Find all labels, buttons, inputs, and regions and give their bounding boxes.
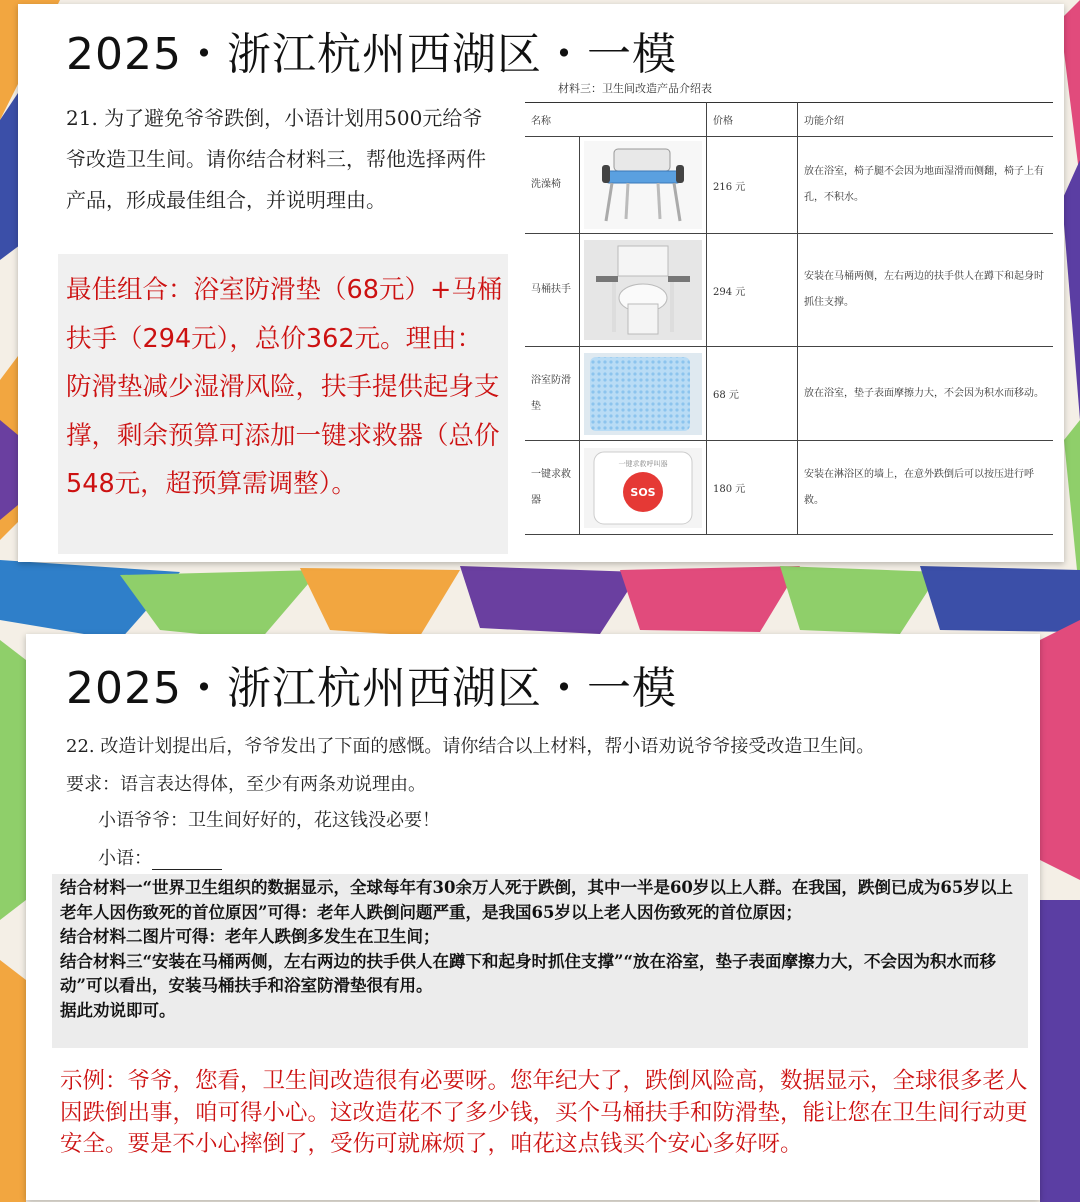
example-answer: 示例：爷爷，您看，卫生间改造很有必要呀。您年纪大了，跌倒风险高，数据显示，全球很多老人因跌倒出事，咱可得小心。这改造花不了多少钱，买个马桶扶手和防滑垫，能让您在卫生间行动更安全。要是不小心摔倒了，受伤可就麻烦了，咱花这点钱买个安心多好呀。 — [60, 1068, 1028, 1157]
header-function: 功能介绍 — [798, 103, 1054, 137]
product-description: 放在浴室，椅子腿不会因为地面湿滑而侧翻，椅子上有孔，不积水。 — [798, 137, 1054, 234]
bath-mat-image — [580, 347, 707, 441]
sos-label: SOS — [630, 485, 656, 499]
sos-device-text: 一键求救呼叫器 — [618, 459, 668, 468]
question-21-text: 21. 为了避免爷爷跌倒，小语计划用500元给爷爷改造卫生间。请你结合材料三，帮他选择两件产品，形成最佳组合，并说明理由。 — [66, 106, 486, 212]
table-row — [525, 347, 1053, 441]
xiaoyu-prefix: 小语： — [98, 848, 152, 869]
sos-button-icon — [584, 448, 702, 528]
product-description: 放在浴室，垫子表面摩擦力大，不会因为积水而移动。 — [798, 347, 1054, 441]
analysis-line: 据此劝说即可。 — [60, 1000, 176, 1020]
answer-blank — [152, 851, 222, 870]
question-21-card — [18, 4, 1064, 562]
product-name: 浴室防滑垫 — [525, 347, 580, 441]
requirement-text: 要求：语言表达得体，至少有两条劝说理由。 — [66, 774, 426, 795]
product-name: 一键求救器 — [525, 441, 580, 535]
answer-box — [58, 254, 508, 554]
xiaoyu-line — [98, 844, 222, 870]
material-caption: 材料三：卫生间改造产品介绍表 — [558, 82, 712, 95]
question-22-card — [26, 634, 1040, 1200]
grandpa-line: 小语爷爷：卫生间好好的，花这钱没必要！ — [98, 810, 440, 831]
product-price: 216 元 — [707, 137, 798, 234]
analysis-line: 结合材料三“安装在马桶两侧，左右两边的扶手供人在蹲下和起身时抓住支撑”“放在浴室，垫子表面摩擦力大，不会因为积水而移动”可以看出，安装马桶扶手和浴室防滑垫很有用。 — [60, 951, 996, 995]
bath-mat-icon — [584, 353, 702, 435]
toilet-handrail-image — [580, 234, 707, 347]
product-price: 68 元 — [707, 347, 798, 441]
product-description: 安装在马桶两侧，左右两边的扶手供人在蹲下和起身时抓住支撑。 — [798, 234, 1054, 347]
analysis-line: 结合材料一“世界卫生组织的数据显示，全球每年有30余万人死于跌倒，其中一半是60岁以上人群。在我国，跌倒已成为65岁以上老年人因伤致死的首位原因”可得：老年人跌倒问题严重，是我国65岁以上老人因伤致死的首位原因； — [60, 878, 1013, 922]
product-name: 马桶扶手 — [525, 234, 580, 347]
analysis-line: 结合材料二图片可得：老年人跌倒多发生在卫生间； — [60, 927, 440, 946]
card-title: 2025・浙江杭州西湖区・一模 — [66, 663, 677, 714]
toilet-handrail-icon — [584, 240, 702, 340]
table-row — [525, 137, 1053, 234]
shower-chair-icon — [584, 141, 702, 229]
table-row — [525, 441, 1053, 535]
sos-button-image — [580, 441, 707, 535]
product-description: 安装在淋浴区的墙上，在意外跌倒后可以按压进行呼救。 — [798, 441, 1054, 535]
table-row — [525, 234, 1053, 347]
answer-text: 最佳组合：浴室防滑垫（68元）+马桶扶手（294元），总价362元。理由：防滑垫减少湿滑风险，扶手提供起身支撑，剩余预算可添加一键求救器（总价548元，超预算需调整）。 — [66, 275, 503, 499]
analysis-text — [60, 876, 1024, 1023]
card-title: 2025・浙江杭州西湖区・一模 — [66, 29, 677, 80]
product-name: 洗澡椅 — [525, 137, 580, 234]
product-price: 180 元 — [707, 441, 798, 535]
product-price: 294 元 — [707, 234, 798, 347]
question-22-text: 22. 改造计划提出后，爷爷发出了下面的感慨。请你结合以上材料，帮小语劝说爷爷接受改造卫生间。 — [66, 736, 875, 757]
shower-chair-image — [580, 137, 707, 234]
header-price: 价格 — [707, 103, 798, 137]
product-table — [525, 102, 1053, 535]
analysis-box — [52, 874, 1028, 1048]
header-name: 名称 — [525, 103, 707, 137]
